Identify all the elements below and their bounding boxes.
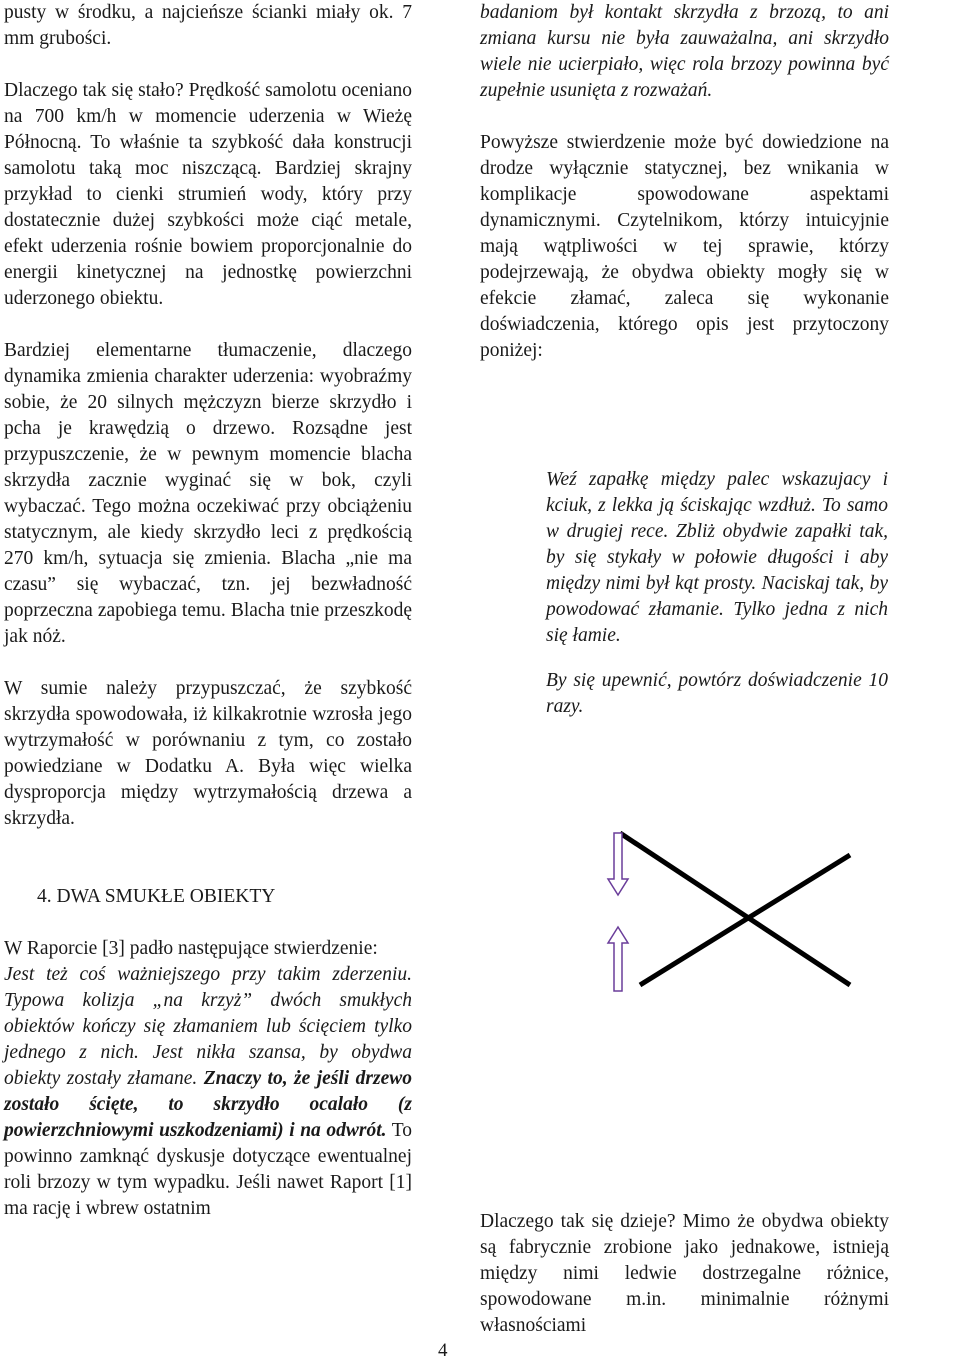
experiment-box [546,447,888,740]
right-column-bottom [480,1189,889,1358]
arrow-up-icon [608,927,628,991]
right-column [480,0,889,364]
quote [4,962,412,1222]
paragraph: Powyższe stwierdzenie może być dowiedzione na drodze wyłącznie statycznej, bez wnikania w komplikacje spowodowane aspektami dynamicznymi. Czytelnikom, którzy intuicyjnie mają wątpliwości w tej sprawie, którzy podejrzewają, że obydwa obiekty mogły się w efekcie złamać, zaleca się wykonanie doświadczenia, którego opis jest przytoczony poniżej: [480,132,889,361]
page-number: 4 [438,1340,448,1361]
arrow-down-icon [608,833,628,895]
paragraph: Bardziej elementarne tłumaczenie, dlaczego dynamika zmienia charakter uderzenia: wyobraźmy sobie, że 20 silnych mężczyzn bierze skrzydło i pcha je krawędzią o drzewo. Rozsądne jest przypuszczenie, że w pewnym momencie blacha skrzydła zacznie wyginać się w bok, czyli wybaczać. Tego można oczekiwać przy obciążeniu statycznym, ale kiedy skrzydło leci z prędkością 270 km/h, sytuacja się zmienia. Blacha „nie ma czasu” się wybaczać, tzn. jej bezwładność poprzeczna zapobiega temu. Blacha tnie przeszkodę jak nóż. [4,340,412,647]
quote-rest: To powinno zamknąć dyskusje dotyczące ewentualnej roli brzozy w tym wypadku. Jeśli nawet Raport [1] ma rację i wbrew ostatnim [4,1120,413,1219]
paragraph: pusty w środku, a najcieńsze ścianki miały ok. 7 mm grubości. [4,2,412,49]
experiment-text: Weź zapałkę między palec wskazujacy i kciuk, z lekka ją ściskając wzdłuż. To samo w drugiej rece. Zbliż obydwie zapałki tak, by się stykały w połowie długości i aby między nimi był kąt prosty. Naciskaj tak, by powodować złamanie. Tylko jedna z nich się łamie. [546,468,888,646]
quote-italic: Jest też coś ważniejszego przy takim zderzeniu. Typowa kolizja „na krzyż” dwóch smukłych obiektów kończy się złamaniem lub ścięciem tylko jednego z nich. Jest nikła szansa, by obydwa obiekty zostały złamane. [4,964,412,1089]
paragraph: badaniom był kontakt skrzydła z brzozą, to ani zmiana kursu nie była zauważalna, ani skrzydło wiele nie ucierpiało, więc rola brzozy powinna być zupełnie usunięta z rozważań. [480,2,889,101]
quote-bold: Znaczy to, że jeśli drzewo zostało ścięte, to skrzydło ocalało (z powierzchniowymi uszkodzeniami) i na odwrót. [4,1068,413,1141]
paragraph: W sumie należy przypuszczać, że szybkość skrzydła spowodowała, iż kilkakrotnie wzrosła jego wytrzymałość w porównaniu z tym, co zostało powiedziane w Dodatku A. Była więc wielka dysproporcja między wytrzymałością drzewa a skrzydła. [4,678,412,829]
paragraph: Dlaczego tak się stało? Prędkość samolotu oceniano na 700 km/h w momencie uderzenia w Wieżę Północną. To właśnie ta szybkość dała konstrucji samolotu taką moc niszczącą. Bardziej skrajny przykład to cienki strumień wody, który przy dostatecznie dużej szybkości może ciąć metale, efekt uderzenia rośnie bowiem proporcjonalnie do energii kinetycznej na jednostkę powierzchni uderzonego obiektu. [4,80,412,309]
paragraph: W Raporcie [3] padło następujące stwierdzenie: [4,938,378,959]
crossed-rods-diagram [600,805,890,995]
paragraph: Dlaczego tak się dzieje? Mimo że obydwa obiekty są fabrycznie zrobione jako jednakowe, istnieją między nimi ledwie dostrzegalne różnice, spowodowane m.in. minimalnie różnymi własnościami [480,1210,889,1336]
section-heading: 4. DWA SMUKŁE OBIEKTY [37,886,276,907]
left-column [4,0,412,1222]
experiment-text-2: By się upewnić, powtórz doświadczenie 10 razy. [546,670,888,717]
rod-1 [620,833,850,985]
